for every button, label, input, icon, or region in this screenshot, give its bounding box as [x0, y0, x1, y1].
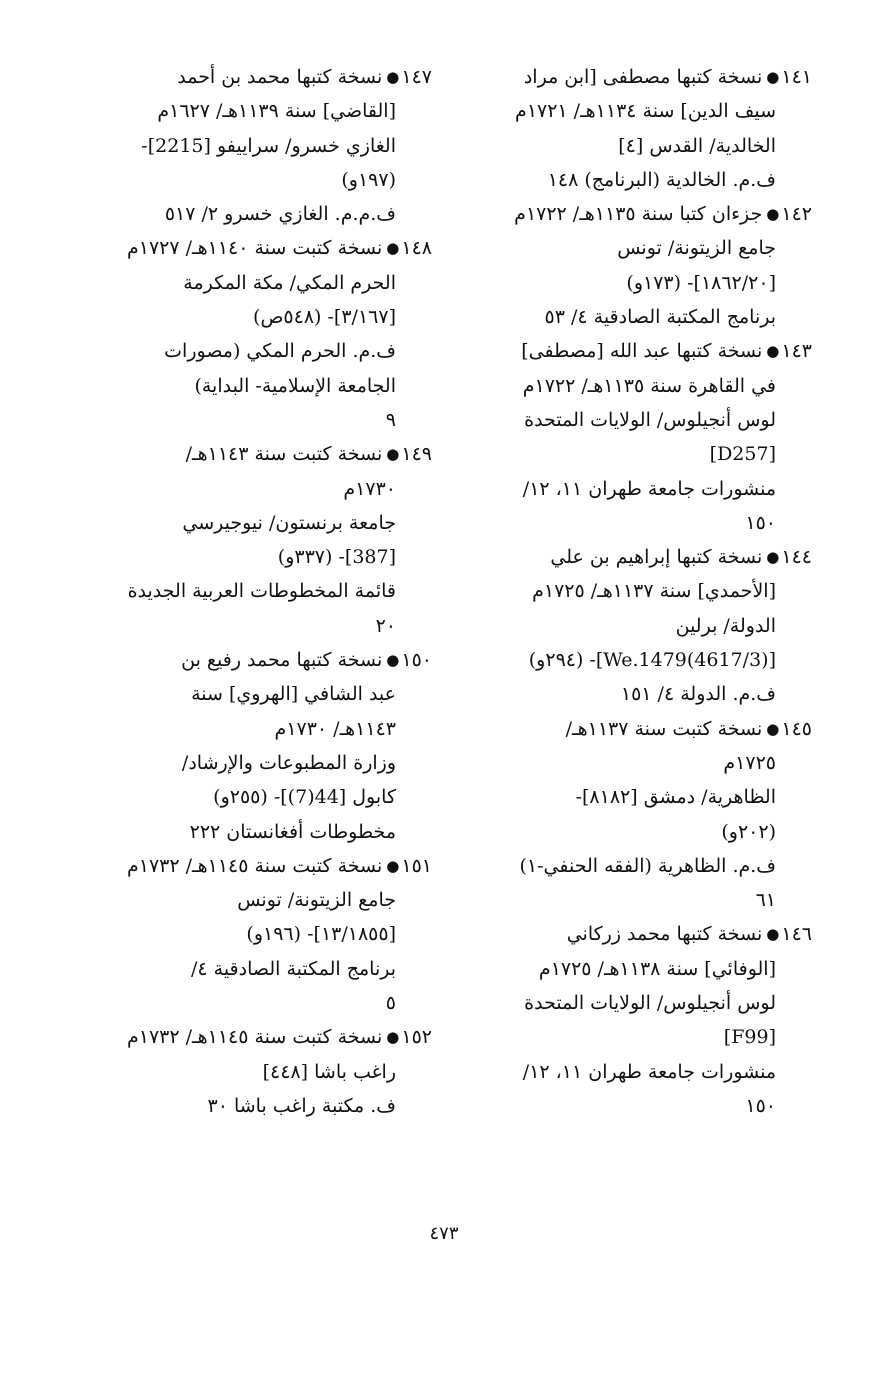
entry-line: [F99]: [723, 1026, 776, 1049]
entry-number: ١٤٤: [781, 546, 812, 569]
bullet-icon: ●: [386, 651, 400, 670]
catalog-entry: [94, 231, 432, 437]
bullet-icon: ●: [386, 239, 400, 258]
entry-text: نسخة كتبها محمد بن أحمد: [177, 66, 383, 88]
right-column: [472, 60, 812, 1123]
page-number: ٤٧٣: [429, 1223, 459, 1244]
entry-line: الظاهرية/ دمشق [٨١٨٢]-: [575, 786, 776, 809]
entry-text: جزءان كتبا سنة ١١٣٥هـ/ ١٧٢٢م: [514, 203, 763, 226]
entry-line: جامعة برنستون/ نيوجيرسي: [182, 511, 396, 534]
entry-line: (١٩٧و): [341, 168, 396, 191]
bullet-icon: ●: [386, 68, 400, 86]
entry-line: ١٧٢٥م: [723, 751, 776, 774]
entry-line: الخالدية/ القدس [٤]: [618, 134, 776, 157]
entry-line: برنامج المكتبة الصادقية ٤/ ٥٣: [544, 306, 776, 329]
entry-line: قائمة المخطوطات العربية الجديدة: [127, 580, 396, 603]
entry-line: ١١٤٣هـ/ ١٧٣٠م: [274, 717, 396, 740]
entry-text: نسخة كتبت سنة ١١٣٧هـ/: [565, 717, 763, 740]
entry-line: ف.م. الخالدية (البرنامج) ١٤٨: [547, 168, 776, 191]
entry-line: منشورات جامعة طهران ١١، ١٢/: [522, 477, 776, 500]
entry-line: [D257]: [709, 443, 776, 466]
entry-line: ٩: [385, 408, 396, 431]
bullet-icon: ●: [766, 925, 780, 944]
catalog-entry: [94, 643, 432, 849]
bullet-icon: ●: [766, 548, 780, 567]
entry-text: نسخة كتبها عبد الله [مصطفى]: [521, 340, 763, 363]
entry-line: [١٣/١٨٥٥]- (١٩٦و): [246, 923, 396, 946]
catalog-entry: [472, 60, 812, 197]
entry-text: نسخة كتبها محمد رفيع بن: [181, 649, 383, 672]
entry-line: جامع الزيتونة/ تونس: [617, 237, 776, 260]
entry-first-line: [94, 231, 432, 265]
entry-line: مخطوطات أفغانستان ٢٢٢: [189, 820, 396, 843]
entry-line: ٢٠: [375, 614, 396, 637]
catalog-entry: [472, 197, 812, 334]
bullet-icon: ●: [386, 445, 400, 464]
entry-first-line: [472, 712, 812, 746]
entry-text: نسخة كتبها إبراهيم بن علي: [550, 546, 763, 569]
entry-line: [387]- (٣٣٧و): [277, 546, 396, 569]
left-column: [94, 60, 432, 1123]
entry-line: ١٥٠: [745, 511, 776, 534]
entry-line: ١٥٠: [745, 1094, 776, 1117]
entry-text: نسخة كتبت سنة ١١٤٠هـ/ ١٧٢٧م: [127, 237, 383, 260]
entry-line: الغازي خسرو/ سراييفو [2215]-: [141, 134, 396, 157]
entry-line: عبد الشافي [الهروي] سنة: [191, 683, 396, 706]
bullet-icon: ●: [766, 342, 780, 361]
entry-text: نسخة كتبت سنة ١١٤٥هـ/ ١٧٣٢م: [127, 1026, 383, 1049]
entry-text: نسخة كتبها مصطفى [ابن مراد: [523, 66, 763, 88]
entry-line: كابول [44(7)]- (٢٥٥و): [213, 786, 396, 809]
entry-line: لوس أنجيلوس/ الولايات المتحدة: [524, 408, 776, 431]
catalog-entry: [94, 60, 432, 231]
entry-line: [٣/١٦٧]- (٥٤٨ص): [253, 306, 396, 329]
entry-line: ف.م. الدولة ٤/ ١٥١: [620, 683, 776, 706]
entry-line: وزارة المطبوعات والإرشاد/: [181, 751, 396, 774]
entry-line: (٢٠٢و): [721, 820, 776, 843]
entry-number: ١٥٠: [401, 649, 432, 672]
entry-number: ١٤٩: [401, 443, 432, 466]
bullet-icon: ●: [766, 68, 780, 86]
catalog-entry: [472, 334, 812, 540]
catalog-entry: [94, 849, 432, 1020]
entry-line: راغب باشا [٤٤٨]: [262, 1060, 396, 1083]
entry-line: الدولة/ برلين: [675, 614, 776, 637]
entry-number: ١٤٣: [781, 340, 812, 363]
entry-number: ١٤٦: [781, 923, 812, 946]
catalog-entry: [472, 712, 812, 918]
bullet-icon: ●: [766, 205, 780, 224]
catalog-entry: [94, 437, 432, 643]
entry-first-line: [94, 643, 432, 677]
entry-line: لوس أنجيلوس/ الولايات المتحدة: [524, 992, 776, 1015]
entry-text: نسخة كتبت سنة ١١٤٣هـ/: [185, 443, 383, 466]
entry-line: ف. مكتبة راغب باشا ٣٠: [207, 1094, 396, 1117]
entry-line: سيف الدين] سنة ١١٣٤هـ/ ١٧٢١م: [515, 100, 776, 123]
catalog-entry: [94, 1020, 432, 1123]
entry-first-line: [472, 197, 812, 231]
entry-line: ف.م. الظاهرية (الفقه الحنفي-١): [519, 854, 776, 877]
entry-first-line: [472, 540, 812, 574]
entry-line: جامع الزيتونة/ تونس: [237, 889, 396, 912]
entry-line: ١٧٣٠م: [343, 477, 396, 500]
entry-number: ١٤٨: [401, 237, 432, 260]
entry-line: [القاضي] سنة ١١٣٩هـ/ ١٦٢٧م: [157, 100, 396, 123]
entry-line: ٦١: [755, 889, 776, 912]
entry-number: ١٤١: [781, 66, 812, 88]
entry-first-line: [94, 437, 432, 471]
entry-number: ١٥٢: [401, 1026, 432, 1049]
entry-line: [الوفائي] سنة ١١٣٨هـ/ ١٧٢٥م: [538, 957, 776, 980]
entry-text: نسخة كتبها محمد زركاني: [566, 923, 763, 946]
bullet-icon: ●: [386, 856, 400, 875]
entry-line: ف.م.م. الغازي خسرو ٢/ ٥١٧: [164, 203, 396, 226]
entry-line: ٥: [385, 992, 396, 1015]
entry-first-line: [94, 60, 432, 94]
entry-line: منشورات جامعة طهران ١١، ١٢/: [522, 1060, 776, 1083]
entry-number: ١٥١: [401, 854, 432, 877]
catalog-entry: [472, 917, 812, 1123]
entry-first-line: [472, 917, 812, 951]
entry-line: [١٨٦٢/٢٠]- (١٧٣و): [626, 271, 776, 294]
entry-line: في القاهرة سنة ١١٣٥هـ/ ١٧٢٢م: [522, 374, 776, 397]
entry-line: [الأحمدي] سنة ١١٣٧هـ/ ١٧٢٥م: [532, 580, 776, 603]
entry-number: ١٤٧: [401, 66, 432, 88]
bullet-icon: ●: [386, 1028, 400, 1047]
entry-line: برنامج المكتبة الصادقية ٤/: [190, 957, 396, 980]
entry-first-line: [472, 60, 812, 94]
entry-line: الحرم المكي/ مكة المكرمة: [183, 271, 396, 294]
entry-line: ف.م. الحرم المكي (مصورات: [164, 340, 396, 363]
entry-line: [(4617/3)We.1479]- (٢٩٤و): [528, 649, 776, 672]
bullet-icon: ●: [766, 719, 780, 738]
entry-number: ١٤٥: [781, 717, 812, 740]
entry-first-line: [94, 849, 432, 883]
catalog-entry: [472, 540, 812, 711]
entry-text: نسخة كتبت سنة ١١٤٥هـ/ ١٧٣٢م: [127, 854, 383, 877]
entry-line: الجامعة الإسلامية- البداية): [194, 374, 396, 397]
entry-first-line: [472, 334, 812, 368]
entry-first-line: [94, 1020, 432, 1054]
entry-number: ١٤٢: [781, 203, 812, 226]
